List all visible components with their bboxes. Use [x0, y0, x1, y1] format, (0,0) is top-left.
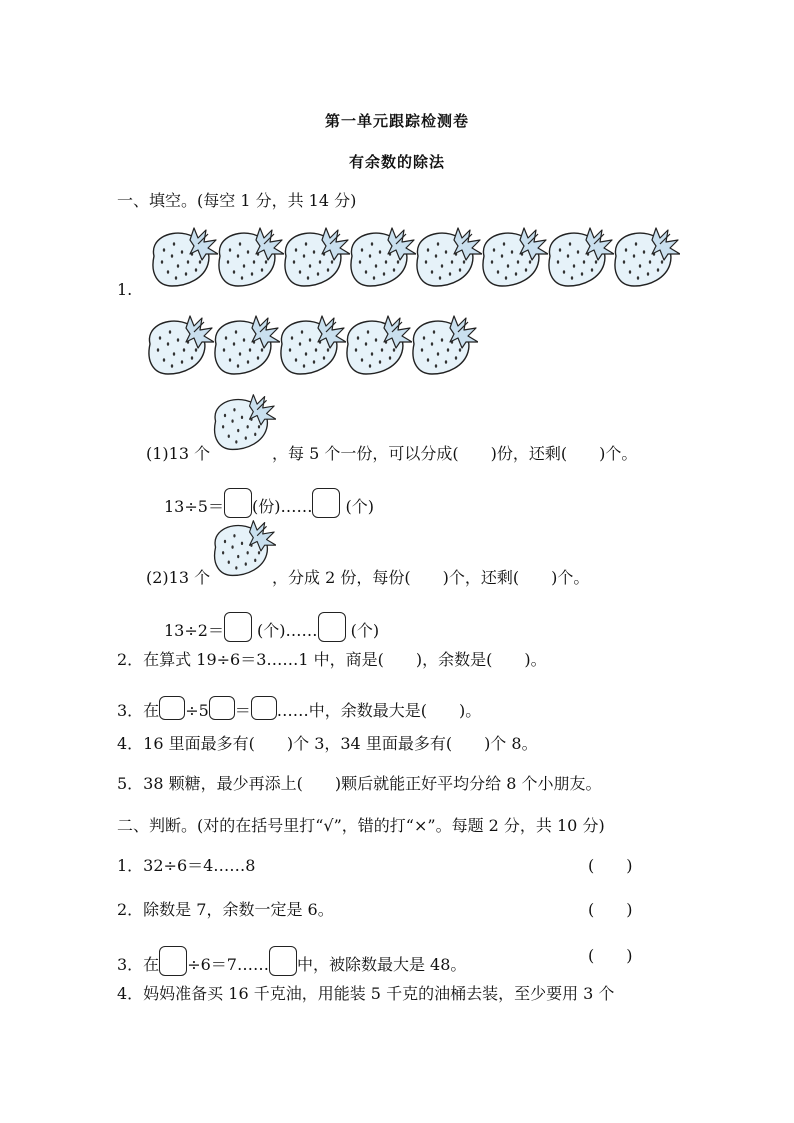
q1-part1-prefix: (1)13 个	[146, 444, 211, 463]
q3-suffix: 中，被除数最大是 48。	[296, 955, 467, 974]
question-2: 2．在算式 19÷6＝3……1 中，商是( )，余数是( )。	[117, 650, 547, 669]
answer-box[interactable]	[159, 696, 185, 720]
answer-box[interactable]	[318, 612, 346, 642]
judge-question-2: 2．除数是 7，余数一定是 6。	[117, 900, 334, 919]
answer-box[interactable]	[269, 946, 297, 976]
strawberry-icon	[608, 226, 680, 290]
q1-part2-prefix: (2)13 个	[146, 568, 211, 587]
question-5: 5．38 颗糖，最少再添上( )颗后就能正好平均分给 8 个小朋友。	[117, 774, 602, 793]
strawberry-icon	[208, 392, 276, 454]
strawberry-icon	[410, 226, 482, 290]
question-4: 4．16 里面最多有( )个 3，34 里面最多有( )个 8。	[117, 734, 538, 753]
q1-part2-text: ，分成 2 份，每份( )个，还剩( )个。	[272, 568, 590, 587]
page-title: 第一单元跟踪检测卷	[324, 112, 469, 130]
answer-paren[interactable]: ( )	[588, 946, 633, 965]
eq-prefix: 13÷2＝	[164, 621, 224, 640]
q3-prefix: 3．在	[117, 955, 160, 974]
eq-mid: (个)……	[251, 621, 318, 640]
strawberry-icon	[406, 314, 478, 378]
strawberry-icon	[208, 314, 280, 378]
answer-box[interactable]	[224, 612, 252, 642]
strawberry-icon	[208, 518, 276, 580]
q3-mid1: ÷5	[185, 701, 209, 720]
q3-suffix: ……中，余数最大是( )。	[276, 701, 482, 720]
q3-mid2: ＝	[234, 701, 251, 720]
answer-box[interactable]	[251, 696, 277, 720]
strawberry-icon	[146, 226, 218, 290]
judge-question-1: 1．32÷6＝4……8	[117, 856, 256, 875]
section1-heading: 一、填空。(每空 1 分，共 14 分)	[117, 191, 357, 210]
strawberry-icon	[278, 226, 350, 290]
q3-mid: ÷6＝7……	[187, 955, 269, 974]
question-3	[117, 696, 481, 721]
q1-part1-text: ，每 5 个一份，可以分成( )份，还剩( )个。	[272, 444, 638, 463]
eq-prefix: 13÷5＝	[164, 497, 224, 516]
strawberry-icon	[344, 226, 416, 290]
q1-part1-equation	[164, 488, 374, 518]
eq-suffix: (个)	[345, 621, 380, 640]
q1-part2-equation	[164, 612, 379, 642]
strawberry-icon	[340, 314, 412, 378]
strawberry-icon	[212, 226, 284, 290]
page-subtitle: 有余数的除法	[348, 153, 445, 171]
strawberry-icon	[542, 226, 614, 290]
answer-paren[interactable]: ( )	[588, 856, 633, 875]
answer-box[interactable]	[159, 946, 187, 976]
q3-prefix: 3．在	[117, 701, 160, 720]
answer-box[interactable]	[224, 488, 252, 518]
judge-question-3	[117, 946, 466, 976]
q1-number: 1.	[117, 280, 133, 299]
answer-box[interactable]	[209, 696, 235, 720]
strawberry-icon	[274, 314, 346, 378]
eq-suffix: (个)	[340, 497, 375, 516]
judge-question-4: 4．妈妈准备买 16 千克油，用能装 5 千克的油桶去装，至少要用 3 个	[117, 984, 615, 1003]
strawberry-icon	[142, 314, 214, 378]
section2-heading: 二、判断。(对的在括号里打“√”，错的打“×”。每题 2 分，共 10 分)	[117, 816, 605, 835]
answer-box[interactable]	[312, 488, 340, 518]
answer-paren[interactable]: ( )	[588, 900, 633, 919]
eq-mid: (份)……	[251, 497, 313, 516]
strawberry-icon	[476, 226, 548, 290]
